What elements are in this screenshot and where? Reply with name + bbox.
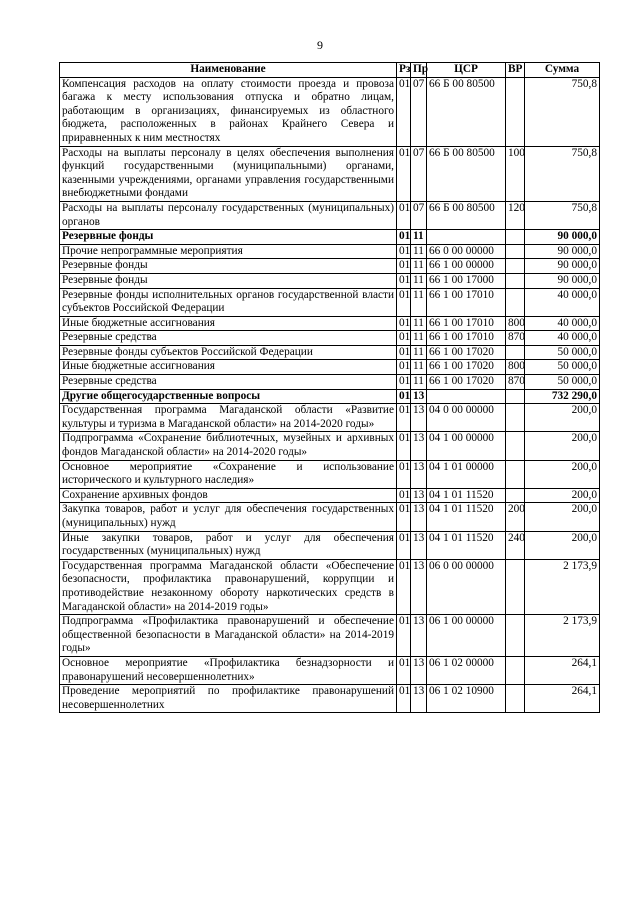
cell-pr: 13 xyxy=(411,404,427,432)
table-row xyxy=(60,230,600,245)
cell-vr: 240 xyxy=(506,531,525,559)
cell-sum: 264,1 xyxy=(525,656,600,684)
table-row xyxy=(60,331,600,346)
cell-vr: 200 xyxy=(506,503,525,531)
cell-sum: 200,0 xyxy=(525,503,600,531)
cell-name: Резервные фонды xyxy=(60,273,397,288)
cell-name: Подпрограмма «Сохранение библиотечных, музейных и архивных фондов Магаданской области» на 2014-2020 годы» xyxy=(60,432,397,460)
cell-sum: 40 000,0 xyxy=(525,316,600,331)
cell-vr xyxy=(506,77,525,146)
cell-rz: 01 xyxy=(397,331,411,346)
cell-vr xyxy=(506,685,525,713)
cell-pr: 11 xyxy=(411,331,427,346)
cell-vr xyxy=(506,244,525,259)
cell-csr: 66 1 00 17020 xyxy=(427,345,506,360)
header-pr: Пр xyxy=(411,63,427,78)
cell-name: Подпрограмма «Профилактика правонарушений и обеспечение общественной безопасности в Магаданской области» на 2014-2019 годы» xyxy=(60,615,397,657)
cell-name: Государственная программа Магаданской области «Обеспечение безопасности, профилактика правонарушений, коррупции и противодействие незаконному обороту наркотических средств в Магаданской области» на 2014-2019 годы» xyxy=(60,559,397,614)
cell-name: Расходы на выплаты персоналу государственных (муниципальных) органов xyxy=(60,201,397,229)
cell-vr xyxy=(506,488,525,503)
cell-rz: 01 xyxy=(397,656,411,684)
cell-csr: 66 0 00 00000 xyxy=(427,244,506,259)
cell-pr: 13 xyxy=(411,656,427,684)
cell-csr: 66 1 00 17000 xyxy=(427,273,506,288)
cell-sum: 50 000,0 xyxy=(525,375,600,390)
table-row xyxy=(60,146,600,201)
cell-pr: 11 xyxy=(411,230,427,245)
cell-rz: 01 xyxy=(397,201,411,229)
cell-vr: 870 xyxy=(506,375,525,390)
cell-sum: 90 000,0 xyxy=(525,273,600,288)
cell-pr: 11 xyxy=(411,244,427,259)
cell-csr: 66 1 00 17020 xyxy=(427,375,506,390)
cell-name: Резервные фонды субъектов Российской Федерации xyxy=(60,345,397,360)
cell-rz: 01 xyxy=(397,146,411,201)
cell-sum: 264,1 xyxy=(525,685,600,713)
table-row xyxy=(60,615,600,657)
cell-csr: 66 Б 00 80500 xyxy=(427,146,506,201)
cell-name: Иные бюджетные ассигнования xyxy=(60,316,397,331)
cell-rz: 01 xyxy=(397,531,411,559)
cell-name: Иные бюджетные ассигнования xyxy=(60,360,397,375)
cell-rz: 01 xyxy=(397,488,411,503)
cell-sum: 732 290,0 xyxy=(525,389,600,404)
cell-csr: 06 1 00 00000 xyxy=(427,615,506,657)
cell-pr: 13 xyxy=(411,559,427,614)
table-row xyxy=(60,288,600,316)
cell-csr: 04 1 01 11520 xyxy=(427,488,506,503)
budget-table xyxy=(59,62,600,713)
table-row xyxy=(60,531,600,559)
cell-csr: 06 0 00 00000 xyxy=(427,559,506,614)
cell-sum: 40 000,0 xyxy=(525,288,600,316)
cell-csr: 06 1 02 00000 xyxy=(427,656,506,684)
cell-vr xyxy=(506,559,525,614)
cell-csr: 04 0 00 00000 xyxy=(427,404,506,432)
cell-vr xyxy=(506,432,525,460)
cell-name: Основное мероприятие «Сохранение и использование исторического и культурного наследия» xyxy=(60,460,397,488)
cell-csr: 66 1 00 00000 xyxy=(427,259,506,274)
table-row xyxy=(60,375,600,390)
table-row xyxy=(60,244,600,259)
cell-name: Расходы на выплаты персоналу в целях обеспечения выполнения функций государственными (муниципальными) органами, казенными учреждениями, органами управления государственными внебюджетными фондами xyxy=(60,146,397,201)
cell-vr: 120 xyxy=(506,201,525,229)
cell-name: Прочие непрограммные мероприятия xyxy=(60,244,397,259)
cell-rz: 01 xyxy=(397,389,411,404)
cell-vr: 870 xyxy=(506,331,525,346)
cell-rz: 01 xyxy=(397,259,411,274)
cell-rz: 01 xyxy=(397,432,411,460)
cell-csr: 04 1 01 11520 xyxy=(427,531,506,559)
cell-rz: 01 xyxy=(397,360,411,375)
cell-csr: 04 1 01 11520 xyxy=(427,503,506,531)
cell-csr: 04 1 01 00000 xyxy=(427,460,506,488)
cell-name: Резервные фонды исполнительных органов государственной власти субъектов Российской Федерации xyxy=(60,288,397,316)
cell-pr: 13 xyxy=(411,685,427,713)
table-header-row xyxy=(60,63,600,78)
cell-name: Резервные средства xyxy=(60,375,397,390)
cell-pr: 11 xyxy=(411,360,427,375)
cell-name: Резервные фонды xyxy=(60,259,397,274)
cell-name: Закупка товаров, работ и услуг для обеспечения государственных (муниципальных) нужд xyxy=(60,503,397,531)
cell-rz: 01 xyxy=(397,503,411,531)
cell-sum: 200,0 xyxy=(525,488,600,503)
cell-rz: 01 xyxy=(397,615,411,657)
cell-sum: 200,0 xyxy=(525,460,600,488)
cell-sum: 200,0 xyxy=(525,404,600,432)
cell-pr: 11 xyxy=(411,375,427,390)
cell-name: Резервные фонды xyxy=(60,230,397,245)
cell-pr: 11 xyxy=(411,288,427,316)
cell-csr: 66 1 00 17010 xyxy=(427,288,506,316)
cell-sum: 90 000,0 xyxy=(525,230,600,245)
cell-name: Сохранение архивных фондов xyxy=(60,488,397,503)
header-csr: ЦСР xyxy=(427,63,506,78)
cell-vr xyxy=(506,345,525,360)
table-row xyxy=(60,259,600,274)
cell-pr: 11 xyxy=(411,259,427,274)
table-row xyxy=(60,273,600,288)
cell-pr: 07 xyxy=(411,77,427,146)
cell-sum: 750,8 xyxy=(525,77,600,146)
cell-name: Резервные средства xyxy=(60,331,397,346)
table-row xyxy=(60,432,600,460)
cell-csr xyxy=(427,230,506,245)
cell-name: Другие общегосударственные вопросы xyxy=(60,389,397,404)
cell-vr: 800 xyxy=(506,360,525,375)
cell-name: Основное мероприятие «Профилактика безнадзорности и правонарушений несовершеннолетних» xyxy=(60,656,397,684)
cell-name: Компенсация расходов на оплату стоимости проезда и провоза багажа к месту использования отпуска и обратно лицам, работающим в организациях, финансируемых из областного бюджета, расположенных в районах Крайнего Севера и приравненных к ним местностях xyxy=(60,77,397,146)
cell-csr: 66 Б 00 80500 xyxy=(427,201,506,229)
table-row xyxy=(60,345,600,360)
cell-rz: 01 xyxy=(397,244,411,259)
table-row xyxy=(60,201,600,229)
cell-rz: 01 xyxy=(397,375,411,390)
cell-sum: 200,0 xyxy=(525,432,600,460)
cell-pr: 13 xyxy=(411,460,427,488)
cell-rz: 01 xyxy=(397,230,411,245)
cell-vr xyxy=(506,404,525,432)
cell-rz: 01 xyxy=(397,460,411,488)
cell-rz: 01 xyxy=(397,273,411,288)
cell-pr: 11 xyxy=(411,316,427,331)
cell-sum: 200,0 xyxy=(525,531,600,559)
cell-vr xyxy=(506,656,525,684)
cell-sum: 50 000,0 xyxy=(525,345,600,360)
cell-csr: 66 1 00 17010 xyxy=(427,331,506,346)
cell-vr: 100 xyxy=(506,146,525,201)
cell-sum: 90 000,0 xyxy=(525,244,600,259)
cell-csr: 66 1 00 17010 xyxy=(427,316,506,331)
cell-pr: 07 xyxy=(411,146,427,201)
header-rz: Рз xyxy=(397,63,411,78)
cell-rz: 01 xyxy=(397,77,411,146)
cell-vr: 800 xyxy=(506,316,525,331)
table-row xyxy=(60,360,600,375)
cell-rz: 01 xyxy=(397,345,411,360)
table-row xyxy=(60,460,600,488)
table-row xyxy=(60,77,600,146)
table-row xyxy=(60,316,600,331)
header-sum: Сумма xyxy=(525,63,600,78)
table-row xyxy=(60,404,600,432)
cell-name: Проведение мероприятий по профилактике правонарушений несовершеннолетних xyxy=(60,685,397,713)
table-row xyxy=(60,656,600,684)
cell-sum: 50 000,0 xyxy=(525,360,600,375)
cell-pr: 13 xyxy=(411,389,427,404)
table-row xyxy=(60,389,600,404)
cell-vr xyxy=(506,389,525,404)
cell-rz: 01 xyxy=(397,685,411,713)
table-body xyxy=(60,77,600,713)
cell-csr xyxy=(427,389,506,404)
cell-pr: 13 xyxy=(411,488,427,503)
cell-pr: 13 xyxy=(411,531,427,559)
cell-vr xyxy=(506,615,525,657)
cell-name: Иные закупки товаров, работ и услуг для обеспечения государственных (муниципальных) нужд xyxy=(60,531,397,559)
cell-sum: 750,8 xyxy=(525,201,600,229)
cell-vr xyxy=(506,460,525,488)
cell-vr xyxy=(506,230,525,245)
header-name: Наименование xyxy=(60,63,397,78)
cell-pr: 11 xyxy=(411,345,427,360)
page-number: 9 xyxy=(317,38,323,52)
cell-vr xyxy=(506,288,525,316)
cell-rz: 01 xyxy=(397,316,411,331)
cell-sum: 90 000,0 xyxy=(525,259,600,274)
cell-rz: 01 xyxy=(397,559,411,614)
cell-csr: 66 1 00 17020 xyxy=(427,360,506,375)
cell-pr: 11 xyxy=(411,273,427,288)
cell-csr: 06 1 02 10900 xyxy=(427,685,506,713)
cell-rz: 01 xyxy=(397,404,411,432)
cell-pr: 13 xyxy=(411,503,427,531)
cell-sum: 40 000,0 xyxy=(525,331,600,346)
cell-rz: 01 xyxy=(397,288,411,316)
header-vr: ВР xyxy=(506,63,525,78)
table-row xyxy=(60,503,600,531)
cell-pr: 13 xyxy=(411,432,427,460)
cell-sum: 750,8 xyxy=(525,146,600,201)
table-row xyxy=(60,559,600,614)
table-row xyxy=(60,488,600,503)
cell-sum: 2 173,9 xyxy=(525,615,600,657)
cell-name: Государственная программа Магаданской области «Развитие культуры и туризма в Магаданской области» на 2014-2020 годы» xyxy=(60,404,397,432)
cell-vr xyxy=(506,259,525,274)
cell-vr xyxy=(506,273,525,288)
cell-sum: 2 173,9 xyxy=(525,559,600,614)
cell-pr: 13 xyxy=(411,615,427,657)
cell-csr: 04 1 00 00000 xyxy=(427,432,506,460)
cell-pr: 07 xyxy=(411,201,427,229)
cell-csr: 66 Б 00 80500 xyxy=(427,77,506,146)
table-row xyxy=(60,685,600,713)
